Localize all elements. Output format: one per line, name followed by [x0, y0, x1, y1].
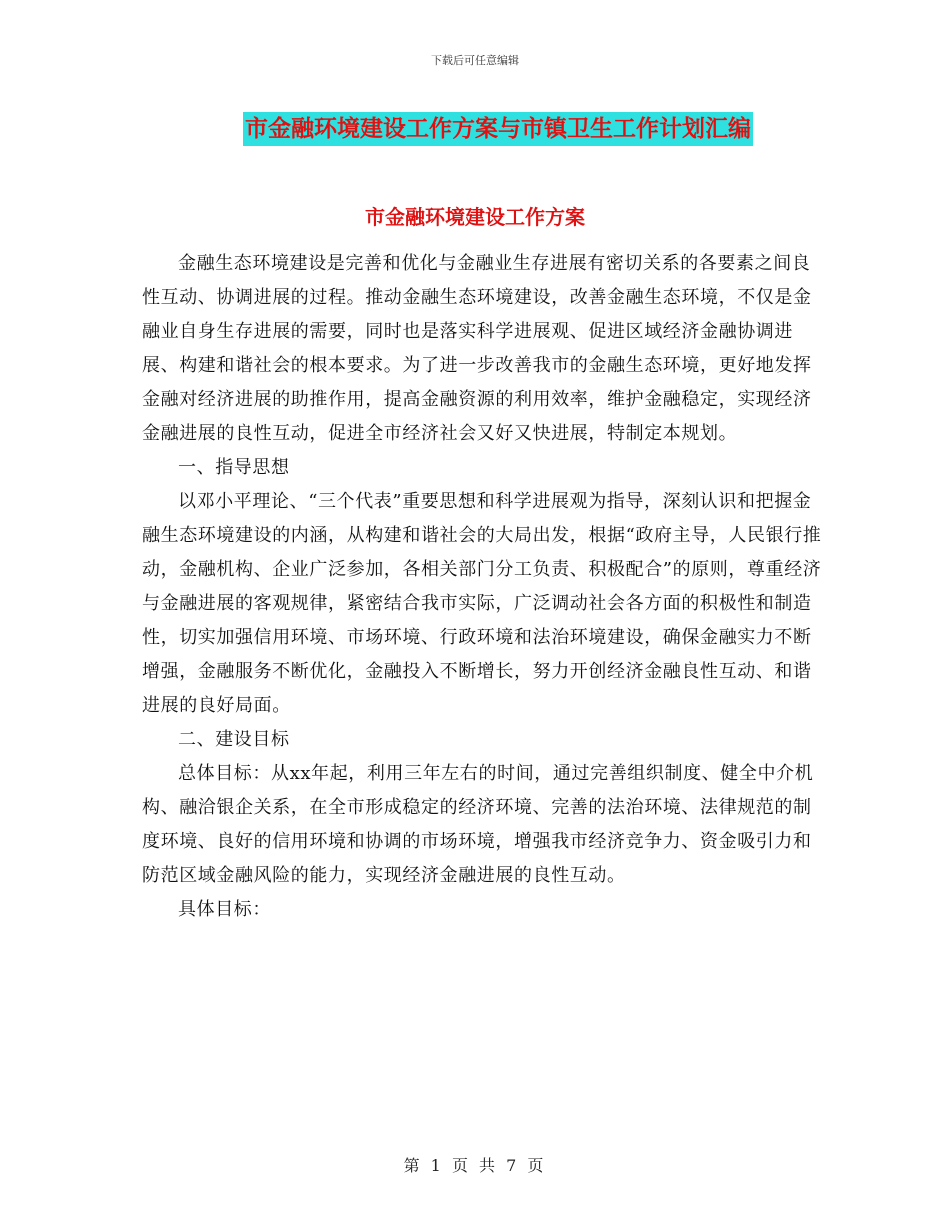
document-body — [142, 247, 822, 927]
heading-guiding-ideology: 一、指导思想 — [178, 457, 290, 478]
header-note: 下载后可任意编辑 — [431, 54, 519, 67]
main-title: 市金融环境建设工作方案与市镇卫生工作计划汇编 — [243, 112, 753, 146]
main-title-container — [0, 112, 950, 146]
paragraph-overall-goal: 总体目标：从xx年起，利用三年左右的时间，通过完善组织制度、健全中介机构、融洽银企关系，在全市形成稳定的经济环境、完善的法治环境、法律规范的制度环境、良好的信用环境和协调的市场环境，增强我市经济竞争力、资金吸引力和防范区域金融风险的能力，实现经济金融进展的良性互动。 — [142, 763, 814, 886]
section-title: 市金融环境建设工作方案 — [365, 205, 585, 229]
paragraph-guiding-ideology: 以邓小平理论、“三个代表”重要思想和科学进展观为指导，深刻认识和把握金融生态环境建设的内涵，从构建和谐社会的大局出发，根据“政府主导，人民银行推动，金融机构、企业广泛参加，各相关部门分工负责、积极配合”的原则，尊重经济与金融进展的客观规律，紧密结合我市实际，广泛调动社会各方面的积极性和制造性，切实加强信用环境、市场环境、行政环境和法治环境建设，确保金融实力不断增强，金融服务不断优化，金融投入不断增长，努力开创经济金融良性互动、和谐进展的良好局面。 — [142, 491, 822, 716]
paragraph-intro: 金融生态环境建设是完善和优化与金融业生存进展有密切关系的各要素之间良性互动、协调进展的过程。推动金融生态环境建设，改善金融生态环境，不仅是金融业自身生存进展的需要，同时也是落实科学进展观、促进区域经济金融协调进展、构建和谐社会的根本要求。为了进一步改善我市的金融生态环境，更好地发挥金融对经济进展的助推作用，提高金融资源的利用效率，维护金融稳定，实现经济金融进展的良性互动，促进全市经济社会又好又快进展，特制定本规划。 — [142, 253, 812, 444]
heading-specific-goals: 具体目标： — [178, 899, 271, 920]
page-number: 第 1 页 共 7 页 — [403, 1156, 547, 1175]
heading-construction-goals: 二、建设目标 — [178, 729, 290, 750]
